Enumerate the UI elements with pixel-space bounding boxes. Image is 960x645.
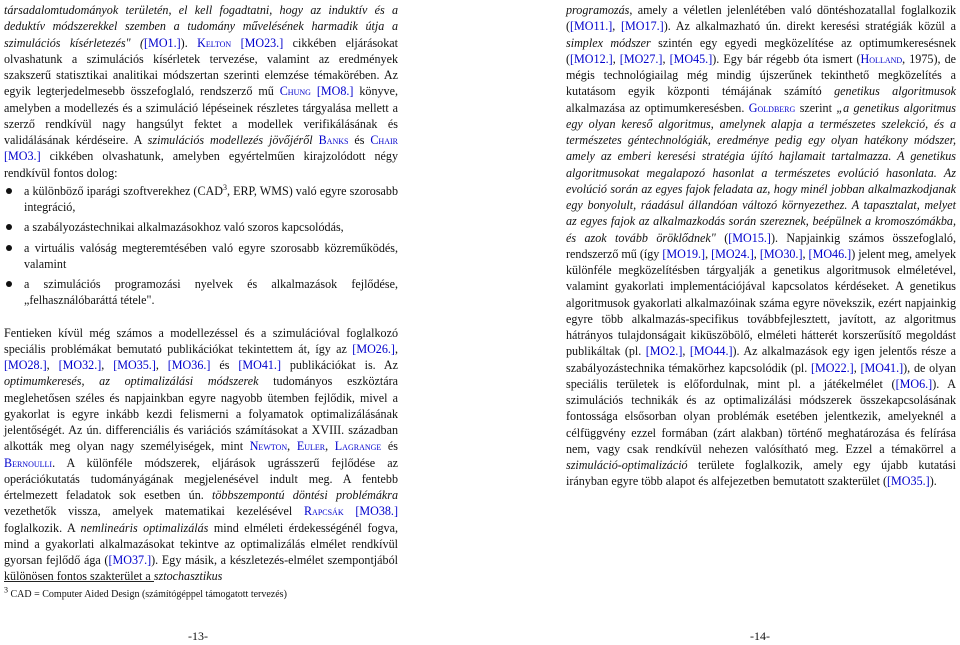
- reference-link[interactable]: [MO32.]: [58, 358, 102, 372]
- text-run: (: [715, 230, 729, 245]
- bullet-item: [4, 219, 398, 235]
- text-run: . A különféle módszerek, eljárások ugrásszerű fejlődése az operációkutatás tudományágának megjelenésével indult meg. A fentebb értelmezett feladatok sok esetben ún.: [4, 455, 398, 502]
- text-run: [344, 504, 356, 518]
- footnote-divider: [4, 581, 154, 582]
- text-run: ,: [612, 19, 622, 34]
- paragraph-gap: [4, 313, 398, 325]
- reference-link[interactable]: Bernoulli: [4, 455, 53, 470]
- text-run: a különböző iparági szoftverekhez (CAD: [24, 183, 223, 198]
- text-run: mind elméleti érdekességénél fogva, mind a gyakorlati alkalmazásokat tekintve az optimalizálás elmélet rendkívül gyorsan fejlődő ága (: [4, 520, 398, 567]
- reference-link[interactable]: [MO6.]: [895, 376, 933, 391]
- footnote-ref: 3: [223, 182, 227, 192]
- text-run: „a genetikus algoritmus egy olyan kereső algoritmus, amelynek alapja a természetes szelekció, és a természetes géntechnológiák, eredménye pedig egy olyan hatékony módszer, amely az emberi keresési stratégia újító hajlamait tartalmazza. A genetikus algoritmusokat megalapozó hasonlat a természetes evolúció hasonlata. Az evolúció során az egyes fajok feladata az, hogy minél jobban alkalmazkodjanak egy bonyolult, ráadásul állandóan változó környezethez. A tapasztalat, melyet az egyes fajok az alkalmazkodás során szereznek, beépülnek a kromoszómákba, és azok tovább öröklődnek": [566, 100, 956, 245]
- reference-link[interactable]: [MO15.]: [728, 230, 771, 245]
- text-run: szintén egy egyedi megközelítése az optimumkeresésnek (: [566, 35, 957, 66]
- bullet-text: [24, 277, 398, 307]
- text-run: társadalomtudományok területén, el kell fogadtatni, hogy az induktív és a deduktív módszerekkel szemben a tudomány művelésének harmadik útja a szimulációs kísérletezés" (: [4, 3, 398, 50]
- reference-link[interactable]: [MO46.]: [808, 246, 852, 261]
- text-run: ). Az alkalmazások egy igen jelentős része a szabályozástechnika témakörhez kapcsolódik (pl.: [566, 344, 956, 375]
- text-run: ,: [612, 51, 620, 66]
- reference-link[interactable]: [MO2.]: [645, 344, 683, 359]
- feature-bullet-list: [4, 183, 398, 309]
- text-run: ,: [682, 344, 690, 359]
- left-paragraph-1: [4, 2, 398, 181]
- reference-link[interactable]: [MO11.]: [570, 19, 613, 34]
- reference-link[interactable]: [MO12.]: [570, 51, 613, 66]
- text-run: Fentieken kívül még számos a modellezéssel és a szimulációval foglalkozó speciális problémákat bemutató publikációkat tekintettem át, így az: [4, 325, 398, 356]
- text-run: , ERP, WMS) való egyre szorosabb integráció,: [24, 183, 398, 214]
- text-run: genetikus algoritmusok: [834, 84, 956, 99]
- page-number-right: -14-: [750, 629, 770, 643]
- reference-link[interactable]: Chung: [279, 84, 311, 99]
- text-run: a szabályozástechnikai alkalmazásokhoz való szoros kapcsolódás,: [24, 220, 344, 235]
- text-run: ,: [287, 439, 297, 454]
- text-run: programozás: [566, 3, 630, 17]
- reference-link[interactable]: [MO35.]: [113, 358, 156, 372]
- reference-link[interactable]: [MO8.]: [316, 84, 354, 99]
- reference-link[interactable]: Goldberg: [748, 100, 796, 115]
- footnote-text: CAD = Computer Aided Design (számítógéppel támogatott tervezés): [8, 589, 287, 600]
- left-page-column: [4, 2, 398, 585]
- text-run: optimumkeresés, az optimalizálási módszerek: [4, 374, 259, 389]
- bullet-dot-icon: [6, 281, 12, 287]
- text-run: alkalmazása az optimumkeresésben.: [566, 100, 749, 115]
- text-run: ).: [929, 474, 937, 489]
- text-run: szimuláció-optimalizáció: [566, 458, 688, 472]
- text-run: területe foglalkozik, amely egy újabb kutatási irányban egyre több alapot és alfejezetben bemutatott szakterület (: [566, 458, 956, 489]
- reference-link[interactable]: Banks: [318, 133, 349, 147]
- bullet-item: [4, 276, 398, 309]
- left-paragraph-2: [4, 325, 398, 585]
- right-paragraph-1: [566, 2, 956, 490]
- reference-link[interactable]: [MO35.]: [887, 474, 930, 489]
- text-run: szimulációs modellezés jövőjéről: [147, 133, 313, 147]
- reference-link[interactable]: [MO44.]: [689, 344, 733, 359]
- reference-link[interactable]: [MO23.]: [240, 35, 284, 50]
- bullet-text: [24, 184, 398, 214]
- text-run: ). A szimulációs technikák és az optimalizálási módszerek összekapcsolásának fontossága elsősorban olyan problémák esetében jelentkezik, amelyeknél a célfüggvény ezzel formában (zárt alakban) történő meghatározása és felírása nem, vagy csak rendkívül nehezen valósítható meg. Ezzel a témakörrel a: [566, 376, 957, 456]
- reference-link[interactable]: [MO41.]: [238, 358, 281, 372]
- reference-link[interactable]: [MO3.]: [4, 149, 41, 164]
- text-run: tudományos eszköztára meglehetősen széles és napjainkban egyre nagyobb ütemben fejlődik, mivel a gyakorlat is egyre inkább kezdi felismerni a folyamatok optimalizálásának jelentőségét. Az ún. differenciális és variációs számításokat a XVIII. században alkották meg olyan nagy személyiségek, mint: [4, 374, 398, 454]
- reference-link[interactable]: [MO37.]: [108, 553, 152, 567]
- bullet-dot-icon: [6, 245, 12, 251]
- text-run: , 1975), de mégis technológiailag még mindig újszerűnek tekinthető megközelítés a kutatásom egyik központi témájának számító: [566, 51, 956, 99]
- text-run: ). Egy bár régebb óta ismert (: [712, 51, 861, 66]
- text-run: ). Az alkalmazható ún. direkt keresési stratégiák közül a: [663, 19, 957, 34]
- reference-link[interactable]: [MO36.]: [167, 358, 211, 372]
- bullet-text: [24, 241, 398, 271]
- text-run: ), de olyan speciális területek is előfordulnak, mint pl. a játékelmélet (: [566, 360, 956, 391]
- text-run: ,: [46, 358, 59, 372]
- text-run: foglalkozik. A: [4, 520, 81, 535]
- reference-link[interactable]: Rapcsák: [303, 504, 344, 519]
- bullet-text: [24, 220, 344, 234]
- text-run: , amely a véletlen jelenlétében való döntéshozatallal foglalkozik (: [566, 3, 956, 34]
- reference-link[interactable]: [MO38.]: [355, 504, 398, 519]
- reference-link[interactable]: [MO17.]: [621, 19, 664, 34]
- bullet-item: [4, 240, 398, 273]
- reference-link[interactable]: [MO27.]: [619, 51, 663, 66]
- reference-link[interactable]: Chair: [370, 133, 398, 147]
- text-run: többszempontú döntési problémákra: [212, 488, 398, 502]
- text-run: cikkében eljárásokat olvashatunk a szimulációs kísérletek tervezése, valamint az eredmények szakszerű statisztikai analitikai módszertan szerinti elemzése témakörében. Az egyik legterjedelmesebb összefoglaló, rendszerző mű: [4, 35, 399, 99]
- text-run: szerint: [795, 100, 837, 115]
- text-run: ,: [705, 246, 712, 261]
- reference-link[interactable]: [MO19.]: [662, 246, 706, 261]
- text-run: ,: [753, 246, 760, 261]
- reference-link[interactable]: Euler: [296, 439, 326, 454]
- text-run: ). Napjainkig számos összefoglaló, rendszerző mű (így: [566, 230, 957, 261]
- text-run: ,: [155, 358, 168, 372]
- text-run: [231, 36, 240, 50]
- reference-link[interactable]: Kelton: [197, 35, 232, 50]
- text-run: ,: [325, 439, 335, 454]
- reference-link[interactable]: [MO24.]: [711, 246, 754, 261]
- text-run: és: [348, 133, 371, 147]
- text-run: ). Egy másik, a készletezés-elmélet szempontjából különösen fontos szakterület a: [4, 553, 398, 584]
- text-run: vezethetők vissza, amelyek matematikai kezelésével: [4, 504, 304, 519]
- text-run: ) jelent meg, amelyek különféle megközelítésben tárgyalják a genetikus algoritmusok elméletével, valamint gyakorlati implementációjával kapcsolatos kérdéseket. A genetikus algoritmusok gyakorlati alkalmazóinak száma egyre növekszik, ezért napjainkig egyre több alkalmazás-specifikus továbbfejlesztett, javított, az algoritmus hátrányos tulajdonságait kiküszöbölő, elméleti hátterét korszerűsítő megoldást publikáltak (pl.: [566, 246, 956, 359]
- reference-link[interactable]: Holland: [860, 51, 903, 66]
- text-run: könyve, amelyben a modellezés és a szimuláció lépéseinek részletes tárgyalása mellett a szerző rendkívül nagy hangsúlyt fektet a modellek verifikálásának és validálásának kérdéseire. A: [4, 84, 398, 147]
- text-run: ,: [394, 341, 398, 356]
- text-run: és: [210, 358, 239, 372]
- text-run: ,: [853, 360, 861, 375]
- reference-link[interactable]: [MO22.]: [811, 360, 854, 375]
- text-run: ,: [802, 246, 809, 261]
- reference-link[interactable]: [MO26.]: [352, 341, 395, 356]
- reference-link[interactable]: [MO1.]: [144, 35, 181, 50]
- bullet-item: [4, 183, 398, 216]
- text-run: a szimulációs programozási nyelvek és alkalmazások fejlődése, „felhasználóbaráttá tétele".: [24, 277, 398, 308]
- page-number-left: -13-: [188, 629, 208, 643]
- reference-link[interactable]: Lagrange: [334, 439, 382, 454]
- text-run: cikkében olvashatunk, amelyben egyértelműen kirajzolódott négy rendkívül fontos dolog:: [4, 149, 398, 180]
- reference-link[interactable]: Newton: [249, 439, 288, 454]
- text-run: nemlineáris optimalizálás: [80, 520, 209, 535]
- footnote: [4, 585, 287, 600]
- text-run: sztochasztikus: [153, 569, 223, 584]
- bullet-dot-icon: [6, 188, 12, 194]
- bullet-dot-icon: [6, 224, 12, 230]
- text-run: ,: [662, 51, 670, 66]
- reference-link[interactable]: [MO28.]: [4, 358, 47, 372]
- right-page-column: [566, 2, 956, 490]
- text-run: simplex módszer: [566, 35, 651, 50]
- text-run: publikációkat is. Az: [280, 358, 399, 372]
- reference-link[interactable]: [MO30.]: [759, 246, 803, 261]
- footnote-marker: 3: [4, 585, 8, 595]
- text-run: a virtuális valóság megteremtésében való egyre szorosabb közreműködés, valamint: [24, 240, 398, 271]
- reference-link[interactable]: [MO45.]: [669, 51, 713, 66]
- text-run: és: [381, 439, 399, 454]
- reference-link[interactable]: [MO41.]: [860, 360, 904, 375]
- text-run: ).: [180, 35, 198, 50]
- text-run: ,: [101, 358, 114, 372]
